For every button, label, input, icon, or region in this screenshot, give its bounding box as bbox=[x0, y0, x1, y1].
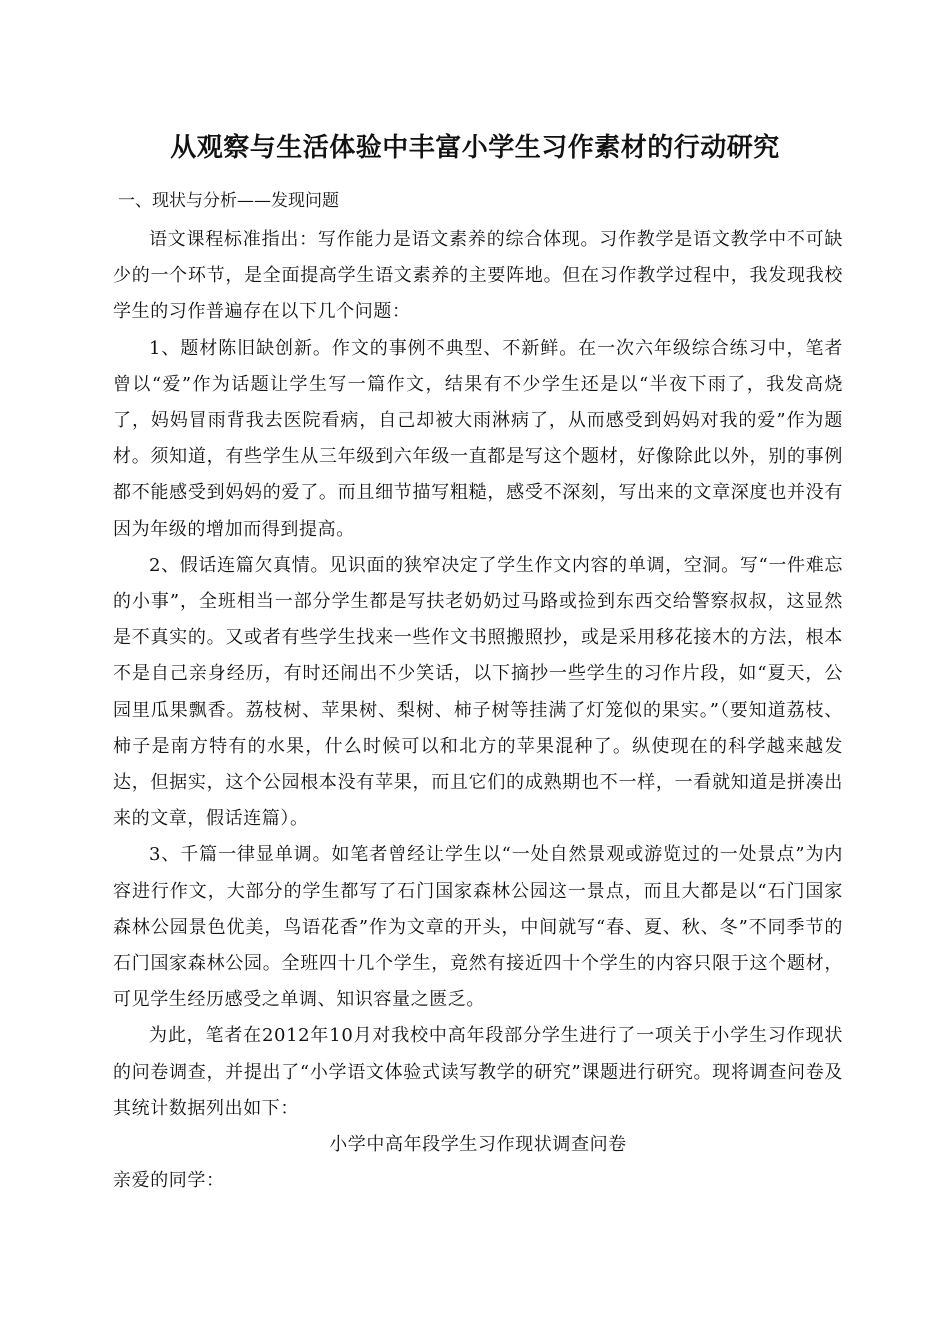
section-heading: 一、现状与分析——发现问题 bbox=[118, 191, 339, 211]
questionnaire-title: 小学中高年段学生习作现状调查问卷 bbox=[329, 1134, 627, 1156]
paragraph-problem-3: 3、千篇一律显单调。如笔者曾经让学生以“一处自然景观或游览过的一处景点”为内容进行作文，大部分的学生都写了石门国家森林公园这一景点，而且大都是以“石门国家森林公园景色优美，鸟语花香”作为文章的开头，中间就写“春、夏、秋、冬”不同季节的石门国家森林公园。全班四十几个学生，竟然有接近四十个学生的内容只限于这个题材，可见学生经历感受之单调、知识容量之匮乏。 bbox=[113, 844, 843, 1011]
paragraph-intro: 语文课程标准指出：写作能力是语文素养的综合体现。习作教学是语文教学中不可缺少的一个环节，是全面提高学生语文素养的主要阵地。但在习作教学过程中，我发现我校学生的习作普遍存在以下几个问题： bbox=[113, 229, 843, 323]
greeting-line: 亲爱的同学： bbox=[113, 1170, 225, 1192]
document-body bbox=[113, 222, 843, 1199]
paragraph-problem-1: 1、题材陈旧缺创新。作文的事例不典型、不新鲜。在一次六年级综合练习中，笔者曾以“爱”作为话题让学生写一篇作文，结果有不少学生还是以“半夜下雨了，我发高烧了，妈妈冒雨背我去医院看病，自己却被大雨淋病了，从而感受到妈妈对我的爱”作为题材。须知道，有些学生从三年级到六年级一直都是写这个题材，好像除此以外，别的事例都不能感受到妈妈的爱了。而且细节描写粗糙，感受不深刻，写出来的文章深度也并没有因为年级的增加而得到提高。 bbox=[113, 337, 843, 540]
document-title: 从观察与生活体验中丰富小学生习作素材的行动研究 bbox=[170, 133, 780, 163]
paragraph-problem-2: 2、假话连篇欠真情。见识面的狭窄决定了学生作文内容的单调，空洞。写“一件难忘的小事”，全班相当一部分学生都是写扶老奶奶过马路或捡到东西交给警察叔叔，这显然是不真实的。又或者有些学生找来一些作文书照搬照抄，或是采用移花接木的方法，根本不是自己亲身经历，有时还闹出不少笑话，以下摘抄一些学生的习作片段，如“夏天，公园里瓜果飘香。荔枝树、苹果树、梨树、柿子树等挂满了灯笼似的果实。”（要知道荔枝、柿子是南方特有的水果，什么时候可以和北方的苹果混种了。纵使现在的科学越来越发达，但据实，这个公园根本没有苹果，而且它们的成熟期也不一样，一看就知道是拼凑出来的文章，假话连篇）。 bbox=[113, 554, 843, 830]
paragraph-survey: 为此，笔者在2012年10月对我校中高年段部分学生进行了一项关于小学生习作现状的问卷调查，并提出了“小学语文体验式读写教学的研究”课题进行研究。现将调查问卷及其统计数据列出如下： bbox=[113, 1025, 843, 1119]
